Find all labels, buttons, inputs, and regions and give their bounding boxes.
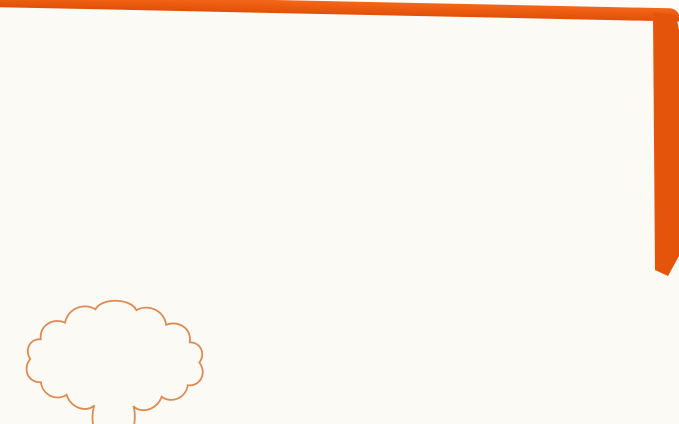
ingredients-heading bbox=[456, 78, 638, 82]
logo-badge-outline bbox=[21, 297, 209, 424]
recipe-title bbox=[457, 68, 639, 72]
bakeitfun-logo bbox=[21, 297, 209, 424]
pizza-dough-recipe bbox=[456, 68, 638, 82]
directions-heading bbox=[456, 78, 638, 82]
mat-top-border bbox=[0, 0, 679, 21]
directions-list bbox=[456, 78, 638, 82]
ingredients-list bbox=[456, 78, 638, 82]
